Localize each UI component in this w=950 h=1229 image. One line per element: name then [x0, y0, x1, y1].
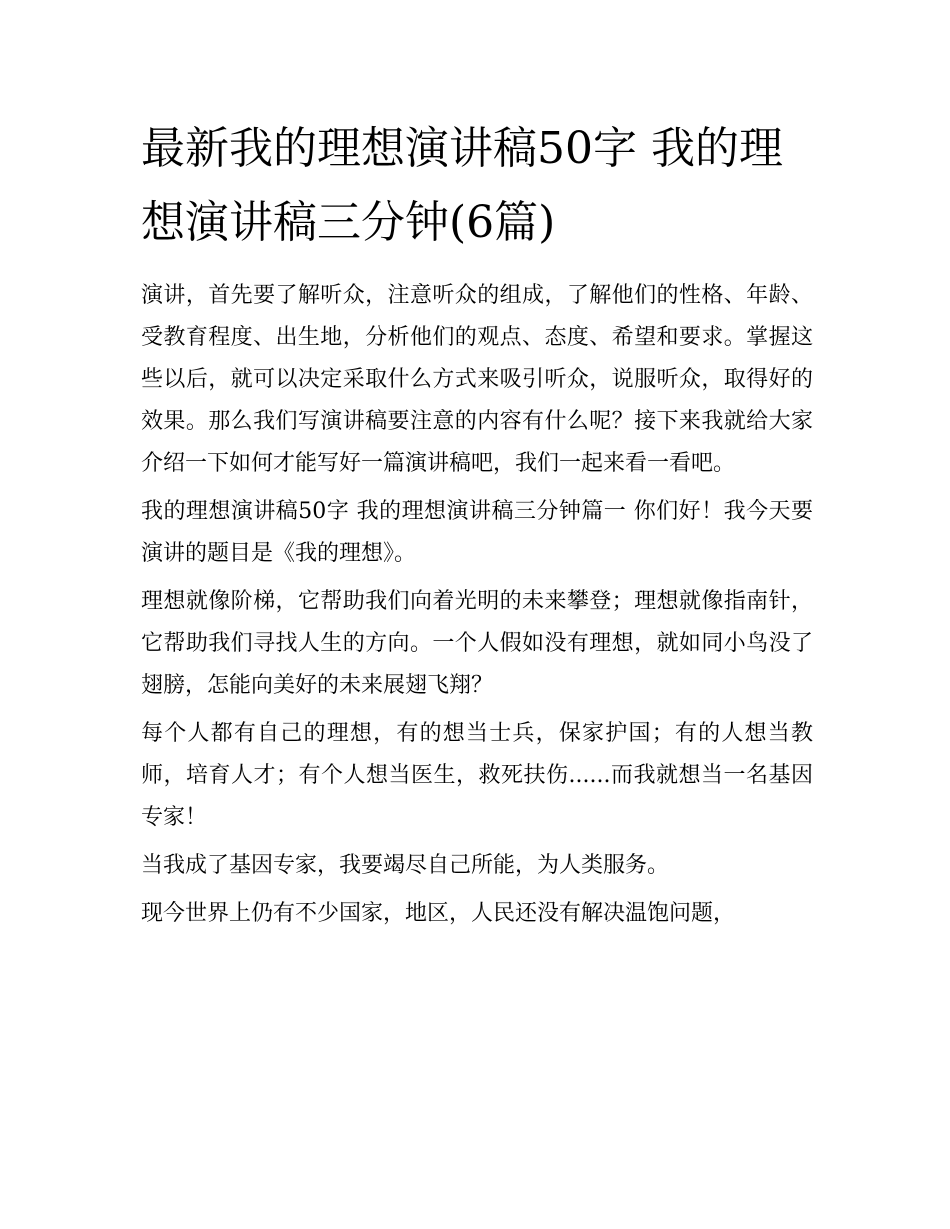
- paragraph-speech-opening: 我的理想演讲稿50字 我的理想演讲稿三分钟篇一 你们好！我今天要演讲的题目是《我的理想》。: [141, 499, 813, 566]
- document-content: [141, 112, 813, 941]
- paragraph-world-problems: 现今世界上仍有不少国家，地区，人民还没有解决温饱问题，: [141, 901, 736, 926]
- paragraph-everyone-ideal: 每个人都有自己的理想，有的想当士兵，保家护国；有的人想当教师，培育人才；有个人想当医生，救死扶伤......而我就想当一名基因专家！: [141, 721, 813, 830]
- paragraph-intro: 演讲，首先要了解听众，注意听众的组成，了解他们的性格、年龄、受教育程度、出生地，分析他们的观点、态度、希望和要求。掌握这些以后，就可以决定采取什么方式来吸引听众，说服听众，取得好的效果。那么我们写演讲稿要注意的内容有什么呢？接下来我就给大家介绍一下如何才能写好一篇演讲稿吧，我们一起来看一看吧。: [141, 283, 813, 476]
- paragraph-ideal-metaphor: 理想就像阶梯，它帮助我们向着光明的未来攀登；理想就像指南针，它帮助我们寻找人生的方向。一个人假如没有理想，就如同小鸟没了翅膀，怎能向美好的未来展翅飞翔？: [141, 589, 813, 698]
- paragraph-serve-humanity: 当我成了基因专家，我要竭尽自己所能，为人类服务。: [141, 853, 670, 878]
- document-title: 最新我的理想演讲稿50字 我的理想演讲稿三分钟(6篇): [141, 123, 783, 248]
